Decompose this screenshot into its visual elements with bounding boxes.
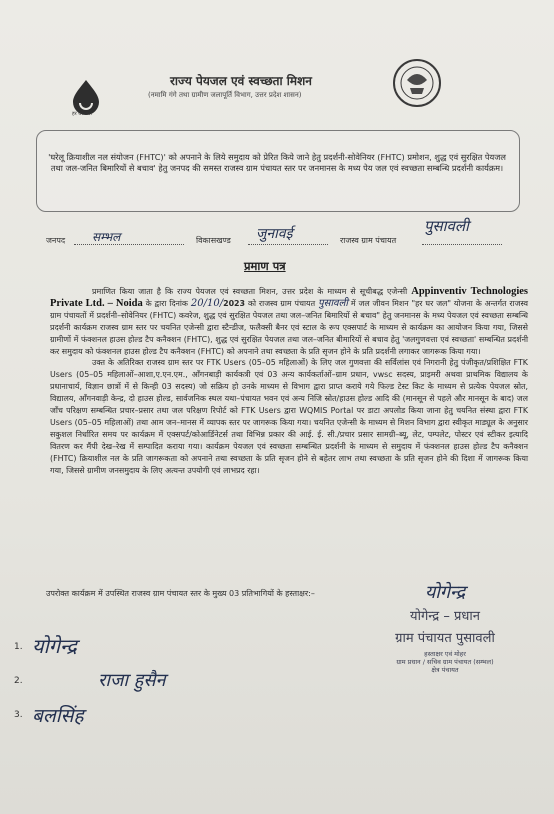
agency-name: Appinventiv Technologies Private Ltd. – Noida bbox=[50, 286, 529, 309]
pradhan-stamp bbox=[360, 580, 530, 674]
stamp-sign-caption: हस्ताक्षर एवं मोहर bbox=[424, 650, 466, 658]
signature-number: 3. bbox=[14, 710, 23, 720]
signature-1: योगेन्द्र bbox=[32, 634, 77, 658]
stamp-panchayat: ग्राम पंचायत पुसावली bbox=[395, 631, 495, 646]
panchayat-value: पुसावली bbox=[424, 217, 469, 235]
para1-panchayat-prefix: को राजस्व ग्राम पंचायत bbox=[247, 298, 316, 308]
stamp-designation: ग्राम प्रधान / सचिव ग्राम पंचायत (सम्भल) bbox=[396, 658, 494, 666]
para1-rest: में जल जीवन मिशन "हर घर जल" योजना के अन्तर्गत राजस्व ग्राम पंचायतों में प्रदर्शनी–सोवेनियर (FHTC) कवरेज, शुद्ध एवं सुरक्षित पेयजल तथा जल–जनित बिमारियों से बचाव" हेतु जनमानस के मध्य पेयजल एवं स्वच्छता सम्बन्धि प्रदर्शनी कार्यक्रम राजस्व ग्राम स्तर पर चयनित एजेन्सी द्वारा स्टैन्डीज, फलैक्सी बैनर एवं स्टाल के रूप एक्सपार्ट के माध्यम से कार्यक्रम का आयोजन किया गया, जिससे ग्रामीणों में फंक्शनल हाउस होल्ड टैप कनैक्शन (FHTC), शुद्ध एवं सुरक्षित पेयजल तथा जल–जनित बीमारियों से बचाव हेतु 'जलगुणवत्ता एवं स्वच्छता' सम्बन्धित प्रदर्शनी कर समुदाय को फंक्शनल हाउस होल्ड टैप कनैक्शन (FHTC) को अपनाने तथा स्वच्छता के प्रति सृजन होने के प्रति प्रदर्शनी लगाकर जागरूक किया गया। bbox=[50, 298, 528, 356]
signature-list bbox=[14, 632, 264, 734]
certificate-title: प्रमाण पत्र bbox=[244, 259, 286, 273]
district-value: सम्भल bbox=[92, 230, 121, 244]
block-label: विकासखण्ड bbox=[196, 236, 231, 245]
block-value: जुनावई bbox=[256, 226, 293, 242]
certificate-body bbox=[50, 286, 528, 477]
left-logo-caption: हर घर जल bbox=[72, 111, 92, 117]
signature-row bbox=[14, 666, 264, 700]
signature-number: 2. bbox=[14, 676, 23, 686]
para2: उक्त के अतिरिक्त राजस्व ग्राम स्तर पर FTK Users (05–05 महिलाओं) के लिए जल गुणवत्ता की सर्विलांस एवं निगरानी हेतु पंजीकृत/प्रशिक्षित FTK Users (05–05 महिलाओं–आशा,ए.एन.एम., आँगनबाड़ी कार्यकत्री एवं 03 अन्य कार्यकर्ताओं–ग्राम प्रधान, vwsc सदस्य, प्राइमरी अथवा प्राथमिक विद्यालय के प्रधानाचार्य, विज्ञान छात्रों में से किन्ही 03 सदस्य) जो सक्रिय हो उनके माध्यम से विभाग द्वारा प्राप्त कराये गये फिल्ड टेस्ट किट के माध्यम से प्रत्येक पेयजल स्रोत, विद्यालय, आँगनवाड़ी केन्द्र, दो हाउस होल्ड, सार्वजनिक स्थल यथा–पंचायत भवन एवं अन्य निजि स्रोत/हाउस होल्ड आदि की (मानसून से पहले और मानसून के बाद) जल जाँच परिक्षण सम्बन्धित प्रचार–प्रसार तथा जल परिक्षण रिपोर्ट को FTK Users द्वारा WQMIS Portal पर डाटा अपलोड किया जाना हेतु चयनित संस्था द्वारा FTK Users (05–05 महिलाओं) तथा आम जन–मानस में व्यापक स्तर पर जागरूक किया गया। चयनित एजेन्सी के माध्यम से मिशन विभाग द्वारा स्वीकृत माड्यूल के अनुसार सकुशल निर्धारित समय पर कार्यक्रम में एक्सपर्ट/कोआर्डिनेटर्स तथा विभिन्न प्रकार की आई. ई. सी./प्रचार प्रसार सामग्री–ब्यू, लेट, पम्पलेट, पोस्टर एवं स्टीकर इत्यादि वितरण कर मैंपी देख–रेख में सम्पादित कराया गया। कार्यक्रम पेयजल एवं स्वच्छता सम्बन्धित प्रदर्शनी के माध्यम से समुदाय में फंक्शनल हाउस होल्ड टैप कनैक्शन (FHTC) क्रियाशील नल के प्रति जागरूकता को अपनाने तथा स्वच्छता के प्रति सृजन होने से बहेतर लाभ तथा स्वच्छता के प्रति सृजन होने की दिशा में जागरूक किया गया, जिससे ग्रामीण जनसमुदाय के लिए अत्यन्त उपयोगी एवं लाभप्रद रहा। bbox=[50, 358, 528, 475]
signature-2: राजा हुसैन bbox=[98, 670, 166, 691]
signature-row bbox=[14, 632, 264, 666]
para1-date-prefix: के द्वारा दिनांक bbox=[145, 298, 188, 308]
date-handwritten: 20/10/ bbox=[190, 297, 224, 309]
signature-number: 1. bbox=[14, 642, 23, 652]
participants-heading: उपरोक्त कार्यक्रम में उपस्थित राजस्व ग्राम पंचायत स्तर के मुख्य 03 प्रतिभागियों के हस्ताक्षर:– bbox=[46, 589, 315, 598]
pradhan-signature: योगेन्द्र bbox=[424, 582, 466, 603]
panchayat-label: राजस्व ग्राम पंचायत bbox=[340, 236, 397, 245]
signature-row bbox=[14, 700, 264, 734]
signature-3: बलसिंह bbox=[32, 705, 84, 727]
date-year: 2023 bbox=[223, 298, 246, 308]
panchayat-handwritten: पुसावली bbox=[318, 297, 348, 309]
para1-start: प्रमाणित किया जाता है कि राज्य पेयजल एवं स्वच्छता मिशन, उत्तर प्रदेश के माध्यम से सूचीबद्ध एजेन्सी bbox=[92, 287, 408, 296]
up-government-emblem bbox=[392, 58, 442, 108]
org-title: राज्य पेयजल एवं स्वच्छता मिशन bbox=[170, 74, 312, 88]
org-subtitle: (नमामि गंगे तथा ग्रामीण जलापूर्ति विभाग, उत्तर प्रदेश शासन) bbox=[148, 91, 302, 99]
stamp-name: योगेन्द्र – प्रधान bbox=[410, 609, 480, 624]
district-underline bbox=[74, 228, 184, 245]
stamp-area: क्षेत्र पंचायत bbox=[431, 666, 459, 674]
district-label: जनपद bbox=[46, 236, 66, 245]
subject-text: 'घरेलू क्रियाशील नल संयोजन (FHTC)' को अपनाने के लिये समुदाय को प्रेरित किये जाने हेतु प्रदर्शनी-सोवेनियर (FHTC) प्रमोशन, शुद्ध एवं सुरक्षित पेयजल तथा जल-जनित बिमारियों से बचाव' हेतु जनपद की समस्त राजस्व ग्राम पंचायत स्तर पर जनमानस के मध्य पेय जल एवं स्वच्छता सम्बन्धि प्रदर्शनी कार्यक्रम। bbox=[48, 152, 506, 174]
